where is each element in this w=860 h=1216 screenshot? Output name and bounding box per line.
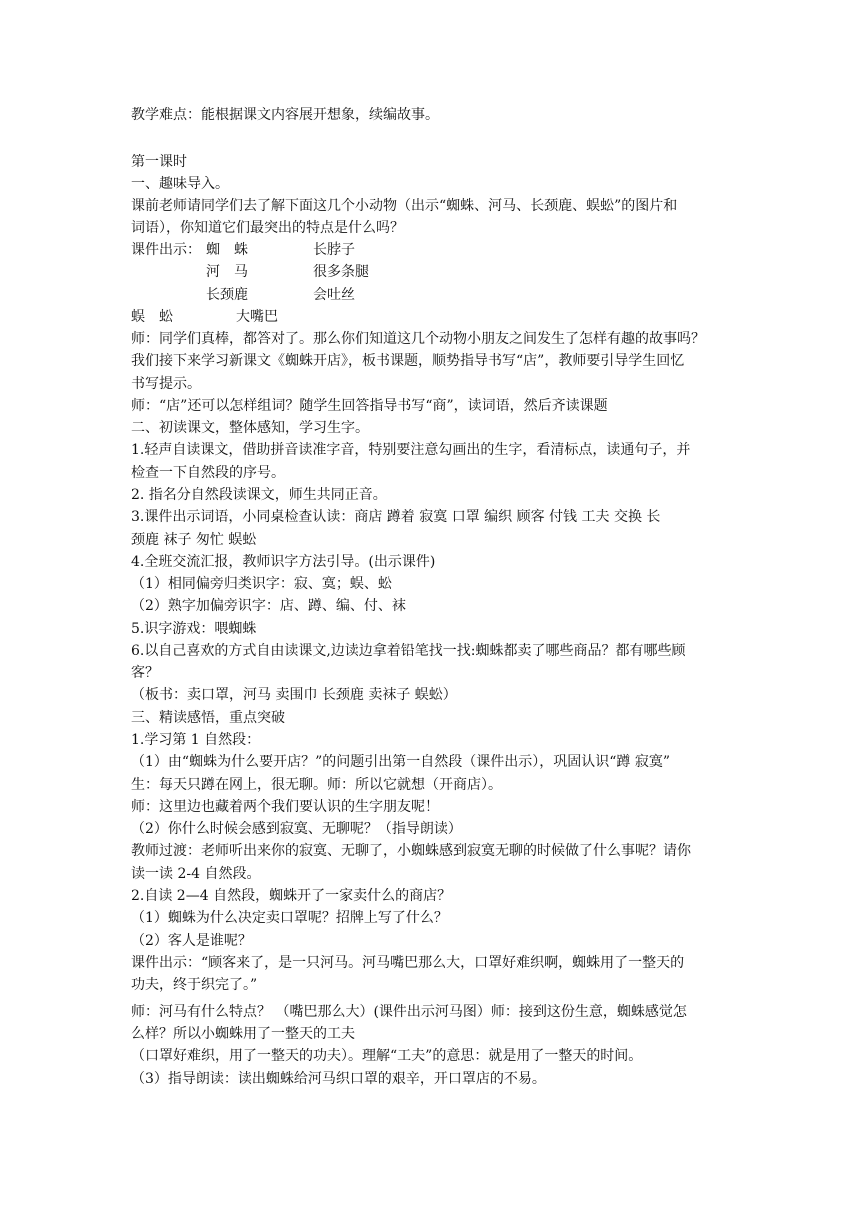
paragraph-line: 师：河马有什么特点？ （嘴巴那么大）(课件出示河马图）师：接到这份生意，蜘蛛感觉怎 — [131, 1004, 687, 1020]
paragraph-line: 1.轻声自读课文，借助拼音读准字音，特别要注意勾画出的生字，看清标点，读通句子，并 — [131, 442, 691, 458]
paragraph-line: 生：每天只蹲在网上，很无聊。师：所以它就想（开商店）。 — [131, 777, 502, 793]
animal-name: 蜘 蛛 — [206, 242, 248, 258]
paragraph-line: 3.课件出示词语，小同桌检查认读：商店 蹲着 寂寞 口罩 编织 顾客 付钱 工夫 交换 长 — [131, 509, 661, 525]
paragraph-line: 书写提示。 — [131, 376, 201, 392]
paragraph-line: 检查一下自然段的序号。 — [131, 465, 285, 481]
paragraph-line: （口罩好难织，用了一整天的功夫）。理解“工夫”的意思：就是用了一整天的时间。 — [131, 1048, 643, 1064]
paragraph-line: 么样？所以小蜘蛛用了一整天的工夫 — [131, 1026, 355, 1042]
paragraph-line: （2）你什么时候会感到寂寞、无聊呢？（指导朗读） — [131, 821, 462, 837]
lesson-title: 第一课时 — [131, 154, 187, 170]
animal-trait: 大嘴巴 — [236, 309, 278, 325]
paragraph-line: 课件出示：“顾客来了，是一只河马。河马嘴巴那么大，口罩好难织啊，蜘蛛用了一整天的 — [131, 955, 685, 971]
section-heading: 一、趣味导入。 — [131, 176, 229, 192]
paragraph-line: 师：同学们真棒，都答对了。那么你们知道这几个动物小朋友之间发生了怎样有趣的故事吗？ — [131, 331, 705, 347]
paragraph-line: （1）相同偏旁归类识字：寂、寞；蜈、蚣 — [131, 576, 392, 592]
paragraph-line: 功夫，终于织完了。” — [131, 977, 258, 993]
animal-name: 长颈鹿 — [206, 287, 248, 303]
display-label: 课件出示： — [131, 242, 201, 258]
paragraph-line: （1）由“蜘蛛为什么要开店？”的问题引出第一自然段（课件出示），巩固认识“蹲 寂寞” — [131, 754, 670, 770]
teaching-difficulty: 教学难点：能根据课文内容展开想象，续编故事。 — [131, 107, 439, 123]
paragraph-line: 师：这里边也藏着两个我们要认识的生字朋友呢！ — [131, 799, 439, 815]
animal-name: 河 马 — [206, 264, 248, 280]
paragraph-line: 我们接下来学习新课文《蜘蛛开店》，板书课题，顺势指导书写“店”，教师要引导学生回忆 — [131, 353, 685, 369]
paragraph-line: 读一读 2-4 自然段。 — [131, 866, 261, 882]
paragraph-line: （2）熟字加偏旁识字：店、蹲、编、付、袜 — [131, 598, 406, 614]
paragraph-line: 4.全班交流汇报，教师识字方法引导。(出示课件) — [131, 554, 436, 570]
section-heading: 三、精读感悟，重点突破 — [131, 710, 285, 726]
section-heading: 二、初读课文，整体感知，学习生字。 — [131, 420, 369, 436]
paragraph-line: 2. 指名分自然段读课文，师生共同正音。 — [131, 487, 387, 503]
paragraph-line: 5.识字游戏：喂蜘蛛 — [131, 621, 257, 637]
blackboard-notes: （板书：卖口罩，河马 卖围巾 长颈鹿 卖袜子 蜈蚣） — [131, 687, 457, 703]
paragraph-line: 客？ — [131, 665, 159, 681]
paragraph-line: 6.以自己喜欢的方式自由读课文,边读边拿着铅笔找一找:蜘蛛都卖了哪些商品？都有哪些顾 — [131, 643, 686, 659]
animal-trait: 很多条腿 — [313, 264, 369, 280]
paragraph-line: 2.自读 2—4 自然段，蜘蛛开了一家卖什么的商店？ — [131, 888, 452, 904]
paragraph-line: （1）蜘蛛为什么决定卖口罩呢？招牌上写了什么？ — [131, 910, 448, 926]
paragraph-line: 师：“店”还可以怎样组词？随学生回答指导书写“商”，读词语，然后齐读课题 — [131, 398, 608, 414]
animal-trait: 长脖子 — [313, 242, 355, 258]
paragraph-line: 词语），你知道它们最突出的特点是什么吗？ — [131, 220, 404, 236]
paragraph-line: （2）客人是谁呢？ — [131, 933, 252, 949]
paragraph-line: 课前老师请同学们去了解下面这几个小动物（出示“蜘蛛、河马、长颈鹿、蜈蚣”的图片和 — [131, 198, 678, 214]
paragraph-line: （3）指导朗读：读出蜘蛛给河马织口罩的艰辛，开口罩店的不易。 — [131, 1071, 546, 1087]
paragraph-line: 1.学习第 1 自然段： — [131, 732, 261, 748]
paragraph-line: 教师过渡：老师听出来你的寂寞、无聊了，小蜘蛛感到寂寞无聊的时候做了什么事呢？请你 — [131, 843, 691, 859]
animal-trait: 会吐丝 — [313, 287, 355, 303]
paragraph-line: 颈鹿 袜子 匆忙 蜈蚣 — [131, 532, 257, 548]
animal-name: 蜈 蚣 — [131, 309, 173, 325]
